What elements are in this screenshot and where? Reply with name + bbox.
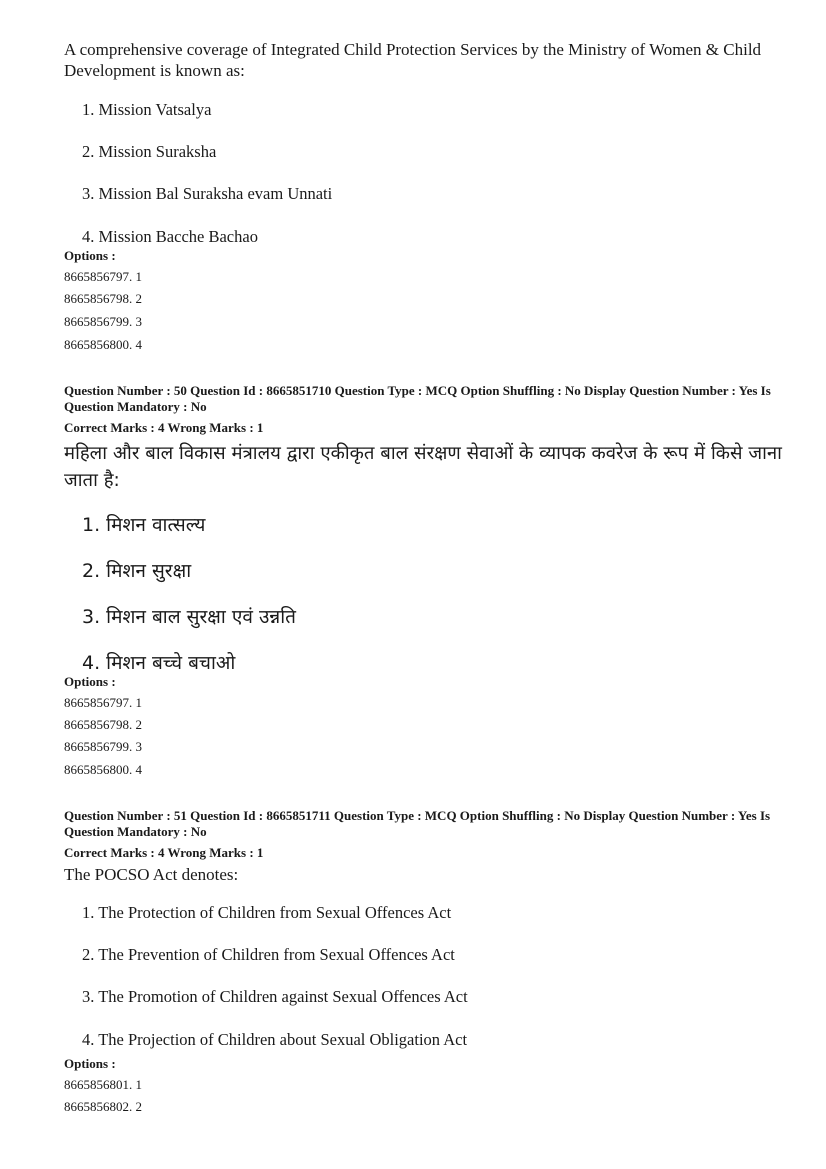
question-50-text: महिला और बाल विकास मंत्रालय द्वारा एकीकृत बाल संरक्षण सेवाओं के व्यापक कवरेज के रूप में किसे जाना जाता है: (64, 443, 782, 491)
question-50-option-id-2: 8665856798. 2 (64, 717, 142, 732)
question-49-options-label: Options : (64, 248, 116, 263)
question-51-choice-4: 4. The Projection of Children about Sexual Obligation Act (82, 1030, 468, 1049)
question-49-option-id-4: 8665856800. 4 (64, 337, 142, 352)
question-51-choice-1: 1. The Protection of Children from Sexual Offences Act (82, 903, 452, 922)
question-51-marks: Correct Marks : 4 Wrong Marks : 1 (64, 845, 264, 860)
question-50-choice-3: 3. मिशन बाल सुरक्षा एवं उन्नति (82, 606, 296, 628)
question-49-option-id-1: 8665856797. 1 (64, 269, 142, 284)
question-51-option-id-2: 8665856802. 2 (64, 1099, 142, 1114)
question-51-meta: Question Number : 51 Question Id : 8665851711 Question Type : MCQ Option Shuffling : No Display Question Number : Yes Is Question Mandatory : No (64, 808, 771, 839)
question-49-choice-1: 1. Mission Vatsalya (82, 100, 212, 119)
question-51-choice-3: 3. The Promotion of Children against Sexual Offences Act (82, 987, 468, 1006)
question-50-choice-2: 2. मिशन सुरक्षा (82, 560, 192, 582)
question-49-choice-2: 2. Mission Suraksha (82, 142, 217, 161)
question-51-text: The POCSO Act denotes: (64, 865, 239, 884)
question-51-option-id-1: 8665856801. 1 (64, 1077, 142, 1092)
question-50-choice-1: 1. मिशन वात्सल्य (82, 514, 206, 536)
question-50-options-label: Options : (64, 674, 116, 689)
question-49-text: A comprehensive coverage of Integrated Child Protection Services by the Ministry of Women & Child Development is known as: (64, 40, 762, 80)
question-50-option-id-3: 8665856799. 3 (64, 739, 142, 754)
question-49-option-id-2: 8665856798. 2 (64, 291, 142, 306)
question-50-option-id-4: 8665856800. 4 (64, 762, 142, 777)
question-49-option-id-3: 8665856799. 3 (64, 314, 142, 329)
question-51-choice-2: 2. The Prevention of Children from Sexual Offences Act (82, 945, 455, 964)
question-49-choice-3: 3. Mission Bal Suraksha evam Unnati (82, 184, 333, 203)
question-50-marks: Correct Marks : 4 Wrong Marks : 1 (64, 420, 264, 435)
question-50-option-id-1: 8665856797. 1 (64, 695, 142, 710)
question-50-meta: Question Number : 50 Question Id : 8665851710 Question Type : MCQ Option Shuffling : No Display Question Number : Yes Is Question Mandatory : No (64, 383, 771, 414)
question-51-options-label: Options : (64, 1056, 116, 1071)
question-50-choice-4: 4. मिशन बच्चे बचाओ (82, 652, 236, 674)
question-49-choice-4: 4. Mission Bacche Bachao (82, 227, 258, 246)
